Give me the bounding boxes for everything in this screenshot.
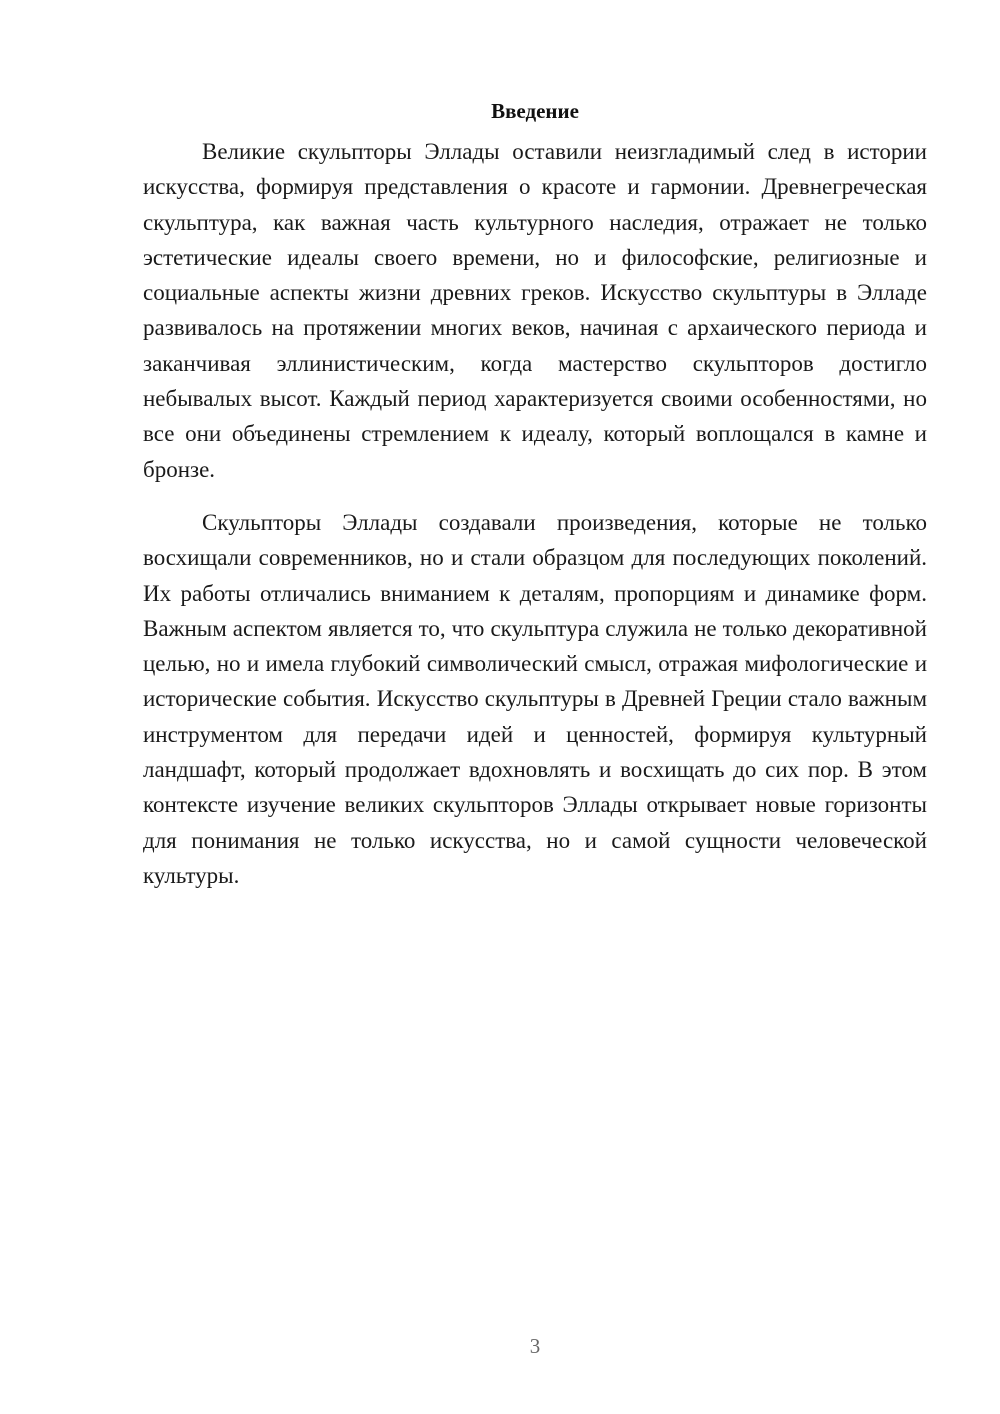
paragraph: Скульпторы Эллады создавали произведения, которые не только восхищали современников, но и стали образцом для последующих поколений. Их работы отличались вниманием к деталям, пропорциям и динамике форм. Важным аспектом является то, что скульптура служила не только декоративной целью, но и имела глубокий символический смысл, отражая мифологические и исторические события. Искусство скульптуры в Древней Греции стало важным инструментом для передачи идей и ценностей, формируя культурный ландшафт, который продолжает вдохновлять и восхищать до сих пор. В этом контексте изучение великих скульпторов Эллады открывает новые горизонты для понимания не только искусства, но и самой сущности человеческой культуры. — [143, 509, 927, 888]
page-title: Введение — [491, 99, 579, 123]
page-content — [143, 96, 927, 893]
paragraph: Великие скульпторы Эллады оставили неизгладимый след в истории искусства, формируя представления о красоте и гармонии. Древнегреческая скульптура, как важная часть культурного наследия, отражает не только эстетические идеалы своего времени, но и философские, религиозные и социальные аспекты жизни древних греков. Искусство скульптуры в Элладе развивалось на протяжении многих веков, начиная с архаического периода и заканчивая эллинистическим, когда мастерство скульпторов достигло небывалых высот. Каждый период характеризуется своими особенностями, но все они объединены стремлением к идеалу, который воплощался в камне и бронзе. — [143, 139, 927, 482]
page-number: 3 — [529, 1334, 541, 1358]
